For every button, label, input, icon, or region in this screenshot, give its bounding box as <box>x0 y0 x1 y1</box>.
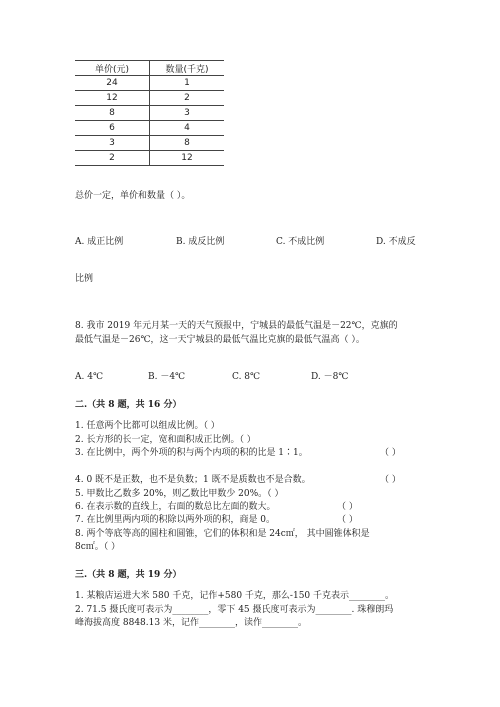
cell-price: 12 <box>75 91 150 106</box>
cell-price: 3 <box>75 136 150 151</box>
cell-quantity: 8 <box>150 136 225 151</box>
q8-option-a: A. 4℃ <box>75 372 104 382</box>
s2-item-7: 7. 在比例里两内项的积除以两外项的积，商是 0。 <box>75 515 276 525</box>
cell-price: 6 <box>75 121 150 136</box>
cell-quantity: 1 <box>150 76 225 91</box>
q7-option-a: A. 成正比例 <box>75 237 124 247</box>
table-header-row <box>75 61 224 76</box>
q7-option-d: D. 不成反 <box>376 237 416 247</box>
cell-price: 2 <box>75 151 150 166</box>
q8-option-d: D. －8℃ <box>311 372 349 382</box>
cell-price: 24 <box>75 76 150 91</box>
cell-quantity: 12 <box>150 151 225 166</box>
s2-item-3-blank: （ ） <box>380 448 401 458</box>
s3-item-2-line-1: 2. 71.5 摄氏度可表示为________，零下 45 摄氏度可表示为________. 珠穆朗玛 <box>75 605 394 615</box>
cell-quantity: 4 <box>150 121 225 136</box>
cell-price: 8 <box>75 106 150 121</box>
price-quantity-table <box>75 60 224 166</box>
s2-item-8-line-2: 8c㎡。（ ） <box>75 542 121 552</box>
q8-option-b: B. －4℃ <box>148 372 186 382</box>
s2-item-4: 4. 0 既不是正数，也不是负数；1 既不是质数也不是合数。 <box>75 475 311 485</box>
table-row <box>75 91 224 106</box>
section-3-title: 三.（共 8 题，共 19 分） <box>75 570 182 580</box>
s3-item-1: 1. 某粮店运进大米 580 千克，记作+580 千克，那么-150 千克表示________。 <box>75 591 395 601</box>
section-2-title: 二.（共 8 题，共 16 分） <box>75 400 182 410</box>
s3-item-2-line-2: 峰海拔高度 8848.13 米，记作________，读作________。 <box>75 618 307 628</box>
table-row <box>75 151 224 166</box>
s2-item-5: 5. 甲数比乙数多 20%，则乙数比甲数少 20%。（ ） <box>75 489 284 499</box>
q7-stem: 总价一定，单价和数量（ ）。 <box>75 191 191 201</box>
header-quantity: 数量(千克) <box>150 61 225 76</box>
q8-line-2: 最低气温是－26℃，这一天宁城县的最低气温比克旗的最低气温高（ ）。 <box>75 335 365 345</box>
table-row <box>75 121 224 136</box>
table-row <box>75 136 224 151</box>
header-unit-price: 单价(元) <box>75 61 150 76</box>
s2-item-7-blank: （ ） <box>337 515 358 525</box>
s2-item-1: 1. 任意两个比都可以组成比例。（ ） <box>75 421 220 431</box>
q7-option-b: B. 成反比例 <box>176 237 225 247</box>
table-row <box>75 106 224 121</box>
table-row <box>75 76 224 91</box>
s2-item-3: 3. 在比例中，两个外项的积与两个内项的积的比是 1∶1。 <box>75 448 308 458</box>
s2-item-6: 6. 在表示数的直线上，右面的数总比左面的数大。 <box>75 502 276 512</box>
q8-option-c: C. 8℃ <box>232 372 261 382</box>
s2-item-8-line-1: 8. 两个等底等高的圆柱和圆锥，它们的体积和是 24c㎡， 其中圆锥体积是 <box>75 529 370 539</box>
q8-line-1: 8. 我市 2019 年元月某一天的天气预报中，宁城县的最低气温是－22℃，克旗的 <box>75 321 398 331</box>
q7-option-c: C. 不成比例 <box>276 237 325 247</box>
q7-option-d-wrap: 比例 <box>75 274 94 284</box>
s2-item-4-blank: （ ） <box>380 475 401 485</box>
cell-quantity: 3 <box>150 106 225 121</box>
s2-item-2: 2. 长方形的长一定，宽和面积成正比例。（ ） <box>75 435 256 445</box>
s2-item-6-blank: （ ） <box>337 502 358 512</box>
cell-quantity: 2 <box>150 91 225 106</box>
